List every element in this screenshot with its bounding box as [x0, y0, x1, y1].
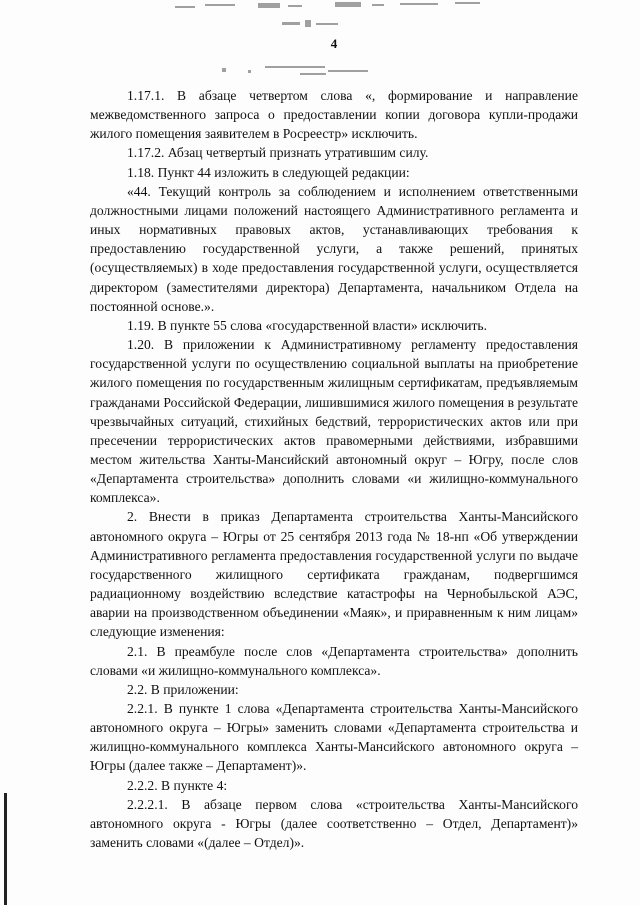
paragraph-1-18: 1.18. Пункт 44 изложить в следующей редакции:: [127, 164, 410, 180]
paragraph-2-2-2: 2.2.2. В пункте 4:: [127, 777, 228, 793]
paragraph-1-20: 1.20. В приложении к Административному регламенту предоставления государственной услуги по осуществлению социальной выплаты на приобретение жилого помещения по государственным жилищным сертификатам, предъявляемым гражданами Российской Федерации, лишившимися жилого помещения в результате чрезвычайных ситуаций, стихийных бедствий, террористических актов или при пресечении террористических актов правомерными действиями, избравшими местом жительства Ханты-Мансийский автономный округ – Югру, после слов «Департамента строительства» дополнить словами «и жилищно-коммунального комплекса».: [90, 337, 578, 506]
paragraph-1-17-1: 1.17.1. В абзаце четвертом слова «, формирование и направление межведомственного запроса о предоставлении копии договора купли-продажи жилого помещения заявителем в Росреестр» исключить.: [90, 88, 578, 142]
document-body: [90, 86, 578, 852]
paragraph-1-17-2: 1.17.2. Абзац четвертый признать утратившим силу.: [127, 145, 429, 161]
scan-edge-bar: [4, 793, 7, 905]
paragraph-1-19: 1.19. В пункте 55 слова «государственной власти» исключить.: [127, 317, 488, 333]
paragraph-2-2-2-1: 2.2.2.1. В абзаце первом слова «строительства Ханты-Мансийского автономного округа - Югры (далее соответственно – Отдел, Департамент)» заменить словами «(далее – Отдел)».: [90, 796, 578, 851]
paragraph-2-2-1: 2.2.1. В пункте 1 слова «Департамента строительства Ханты-Мансийского автономного округа – Югры» заменить словами «Департамента строительства и жилищно-коммунального комплекса Ханты-Мансийского автономного округа – Югры (далее также – Департамент)».: [90, 701, 578, 774]
paragraph-2-1: 2.1. В преамбуле после слов «Департамента строительства» дополнить словами «и жилищно-коммунального комплекса».: [90, 643, 578, 678]
paragraph-44-quote: «44. Текущий контроль за соблюдением и исполнением ответственными должностными лицами положений настоящего Административного регламента и иных нормативных правовых актов, устанавливающих требования к предоставлению государственной услуги, а также решений, принятых (осуществляемых) в ходе предоставления государственной услуги, осуществляется директором (заместителями директора) Департамента, начальником Отдела на постоянной основе.».: [90, 183, 578, 314]
paragraph-2: 2. Внести в приказ Департамента строительства Ханты-Мансийского автономного округа – Югры от 25 сентября 2013 года № 18-нп «Об утверждении Административного регламента предоставления государственной услуги по выдаче государственного жилищного сертификата гражданам, подвергшимся радиационному воздействию вследствие катастрофы на Чернобыльской АЭС, аварии на производственном объединении «Маяк», и приравненным к ним лицам» следующие изменения:: [90, 509, 578, 640]
page-number: 4: [330, 36, 338, 51]
paragraph-2-2: 2.2. В приложении:: [127, 681, 239, 697]
